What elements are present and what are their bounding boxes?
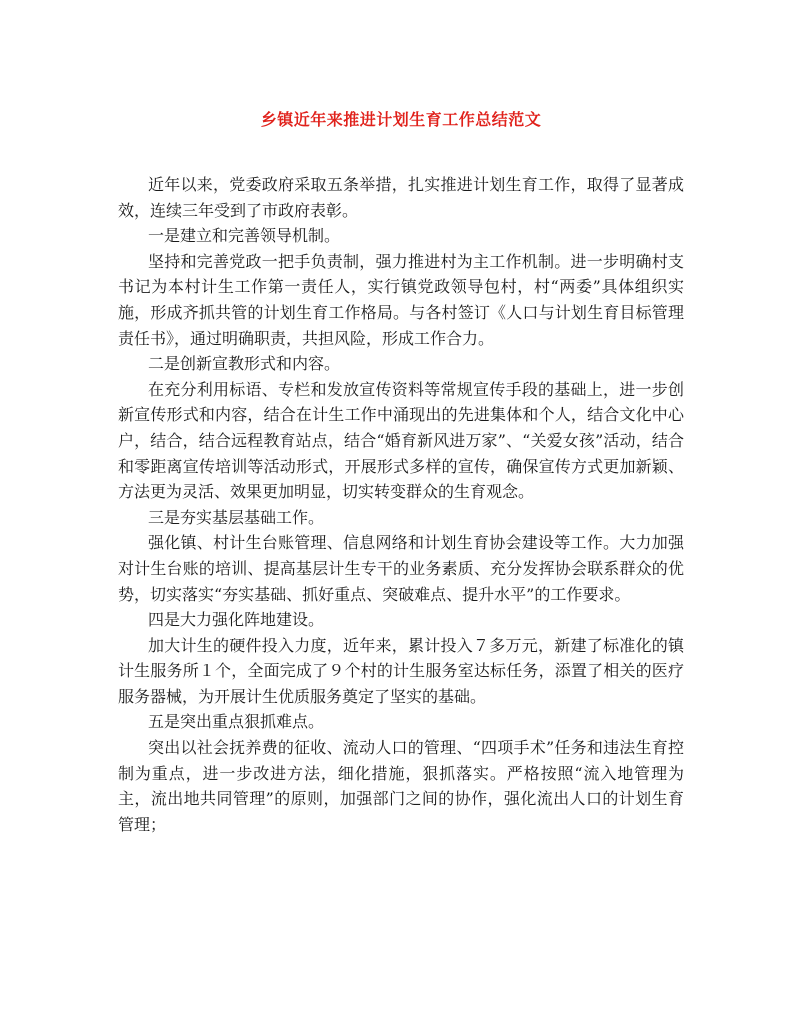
heading-measure-1: 一是建立和完善领导机制。 — [148, 226, 341, 246]
document-body — [118, 172, 684, 837]
heading-measure-5: 五是突出重点狠抓难点。 — [148, 712, 325, 732]
paragraph-measure-5: 突出以社会抚养费的征收、流动人口的管理、“四项手术”任务和违法生育控制为重点，进一步改进方法，细化措施，狠抓落实。严格按照“流入地管理为主，流出地共同管理”的原则，加强部门之间的协作，强化流出人口的计划生育管理； — [118, 738, 684, 834]
document-title: 乡镇近年来推进计划生育工作总结范文 — [260, 110, 542, 129]
paragraph-measure-4: 加大计生的硬件投入力度，近年来，累计投入７多万元，新建了标准化的镇计生服务所１个，全面完成了９个村的计生服务室达标任务，添置了相关的医疗服务器械，为开展计生优质服务奠定了坚实的基础。 — [118, 635, 684, 706]
paragraph-intro: 近年以来，党委政府采取五条举措，扎实推进计划生育工作，取得了显著成效，连续三年受到了市政府表彰。 — [118, 175, 684, 220]
heading-measure-3: 三是夯实基层基础工作。 — [148, 507, 325, 527]
document-page — [118, 0, 684, 837]
paragraph-measure-2: 在充分利用标语、专栏和发放宣传资料等常规宣传手段的基础上，进一步创新宣传形式和内容，结合在计生工作中涌现出的先进集体和个人，结合文化中心户，结合，结合远程教育站点，结合“婚育新风进万家”、“关爱女孩”活动，结合和零距离宣传培训等活动形式，开展形式多样的宣传，确保宣传方式更加新颖、方法更为灵活、效果更加明显，切实转变群众的生育观念。 — [118, 379, 684, 502]
paragraph-measure-1: 坚持和完善党政一把手负责制，强力推进村为主工作机制。进一步明确村支书记为本村计生工作第一责任人，实行镇党政领导包村，村“两委”具体组织实施，形成齐抓共管的计划生育工作格局。与各村签订《人口与计划生育目标管理责任书》，通过明确职责，共担风险，形成工作合力。 — [118, 251, 684, 348]
heading-measure-4: 四是大力强化阵地建设。 — [148, 610, 325, 630]
heading-measure-2: 二是创新宣教形式和内容。 — [148, 354, 341, 374]
paragraph-measure-3: 强化镇、村计生台账管理、信息网络和计划生育协会建设等工作。大力加强对计生台账的培训、提高基层计生专干的业务素质、充分发挥协会联系群众的优势，切实落实“夯实基础、抓好重点、突破难点、提升水平”的工作要求。 — [118, 533, 684, 604]
